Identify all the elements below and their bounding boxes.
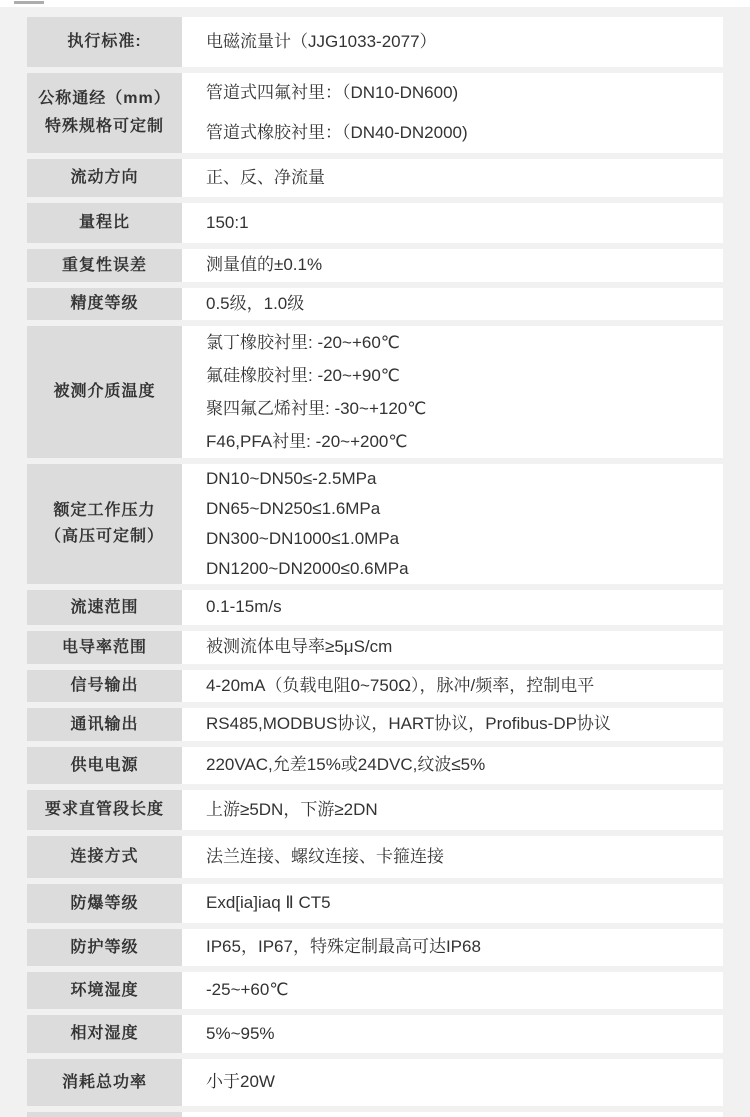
spec-row [27, 670, 723, 702]
next-row-cutoff [27, 1112, 723, 1117]
spec-row [27, 747, 723, 784]
spec-value-line: RS485,MODBUS协议，HART协议，Profibus-DP协议 [206, 714, 611, 734]
spec-value-line: F46,PFA衬里: -20~+200℃ [206, 432, 408, 451]
spec-row [27, 929, 723, 966]
spec-value-line: IP65，IP67，特殊定制最高可达IP68 [206, 937, 481, 957]
spec-row [27, 884, 723, 923]
spec-value-line: 5%~95% [206, 1023, 275, 1043]
spec-label-line: 量程比 [78, 214, 130, 232]
spec-row [27, 631, 723, 664]
next-row-value-sliver [182, 1112, 723, 1117]
spec-value-line: DN300~DN1000≤1.0MPa [206, 529, 400, 548]
spec-row [27, 73, 723, 153]
spec-value-line: DN1200~DN2000≤0.6MPa [206, 559, 409, 578]
spec-label-line: 防护等级 [70, 938, 139, 956]
spec-label-line: （高压可定制） [44, 528, 164, 545]
spec-label-line: 要求直管段长度 [44, 801, 164, 819]
spec-value-line: 上游≥5DN，下游≥2DN [206, 799, 378, 819]
spec-label [27, 590, 182, 625]
spec-label [27, 159, 182, 197]
spec-label-line: 通讯输出 [70, 715, 139, 733]
spec-label-line: 相对湿度 [70, 1025, 139, 1043]
spec-label-line: 被测介质温度 [53, 383, 156, 401]
spec-value [182, 73, 723, 153]
spec-value-line: 220VAC,允差15%或24DVC,纹波≤5% [206, 755, 486, 775]
spec-row [27, 326, 723, 458]
spec-value [182, 631, 723, 664]
spec-label [27, 747, 182, 784]
spec-value [182, 836, 723, 878]
spec-value-line: DN65~DN250≤1.6MPa [206, 499, 381, 518]
spec-row [27, 159, 723, 197]
spec-value [182, 670, 723, 702]
spec-value-line: 管道式四氟衬里：（DN10-DN600) [206, 83, 459, 102]
spec-label [27, 929, 182, 966]
spec-row [27, 972, 723, 1009]
spec-label [27, 884, 182, 923]
spec-label [27, 288, 182, 320]
spec-label-line: 信号输出 [70, 677, 139, 695]
spec-value-line: 0.5级，1.0级 [206, 293, 305, 313]
spec-label [27, 17, 182, 67]
spec-value-line: 电磁流量计（JJG1033-2077） [206, 31, 437, 51]
spec-row [27, 790, 723, 830]
spec-value [182, 747, 723, 784]
spec-value [182, 929, 723, 966]
spec-label-line: 流速范围 [70, 598, 139, 616]
spec-row [27, 1015, 723, 1053]
spec-label [27, 1015, 182, 1053]
spec-label-line: 连接方式 [70, 848, 139, 866]
spec-value-line: 150:1 [206, 212, 249, 232]
spec-row [27, 708, 723, 741]
spec-value-line: 被测流体电导率≥5μS/cm [206, 637, 393, 657]
spec-value [182, 17, 723, 67]
spec-value-line: 管道式橡胶衬里：（DN40-DN2000) [206, 123, 468, 142]
spec-label-line: 消耗总功率 [61, 1073, 147, 1091]
spec-label-line: 环境湿度 [70, 981, 139, 999]
spec-label-line: 特殊规格可定制 [44, 118, 164, 135]
spec-label [27, 670, 182, 702]
spec-row [27, 288, 723, 320]
spec-label [27, 73, 182, 153]
spec-value [182, 1015, 723, 1053]
spec-label-line: 防爆等级 [70, 894, 139, 912]
spec-value-line: 聚四氟乙烯衬里: -30~+120℃ [206, 399, 427, 418]
spec-value [182, 159, 723, 197]
spec-value [182, 203, 723, 243]
spec-value [182, 972, 723, 1009]
spec-row [27, 17, 723, 67]
spec-row [27, 836, 723, 878]
spec-value [182, 249, 723, 282]
spec-row [27, 203, 723, 243]
spec-value-line: 0.1-15m/s [206, 597, 282, 617]
spec-label-line: 精度等级 [70, 295, 139, 313]
spec-label [27, 326, 182, 458]
spec-label-line: 公称通经（mm） [38, 90, 171, 107]
spec-value-line: -25~+60℃ [206, 980, 289, 1000]
spec-label [27, 203, 182, 243]
spec-label [27, 972, 182, 1009]
spec-label-line: 供电电源 [70, 756, 139, 774]
spec-row [27, 590, 723, 625]
spec-label [27, 249, 182, 282]
spec-label-line: 流动方向 [70, 169, 139, 187]
spec-value-line: DN10~DN50≤-2.5MPa [206, 469, 377, 488]
spec-label-line: 电导率范围 [61, 638, 147, 656]
spec-value-line: 法兰连接、螺纹连接、卡箍连接 [206, 846, 444, 866]
spec-value [182, 464, 723, 584]
spec-row [27, 1059, 723, 1106]
spec-label [27, 836, 182, 878]
spec-value [182, 1059, 723, 1106]
spec-value [182, 884, 723, 923]
spec-label [27, 631, 182, 664]
spec-value-line: Exd[ia]iaq Ⅱ CT5 [206, 893, 331, 913]
spec-row [27, 249, 723, 282]
spec-label [27, 790, 182, 830]
spec-value [182, 288, 723, 320]
spec-value [182, 708, 723, 741]
spec-label-line: 执行标准: [67, 33, 142, 51]
spec-value-line: 4-20mA（负载电阻0~750Ω），脉冲/频率，控制电平 [206, 675, 595, 695]
spec-value-line: 测量值的±0.1% [206, 255, 323, 275]
spec-rows [27, 17, 723, 1106]
spec-value [182, 790, 723, 830]
spec-row [27, 464, 723, 584]
spec-label-line: 重复性误差 [61, 256, 147, 274]
next-row-label-sliver [27, 1112, 182, 1117]
spec-label [27, 1059, 182, 1106]
spec-label-line: 额定工作压力 [53, 502, 156, 519]
spec-value-line: 正、反、净流量 [206, 167, 325, 187]
spec-value [182, 590, 723, 625]
spec-label [27, 708, 182, 741]
spec-label [27, 464, 182, 584]
spec-value [182, 326, 723, 458]
spec-value-line: 氟硅橡胶衬里: -20~+90℃ [206, 366, 400, 385]
spec-value-line: 氯丁橡胶衬里: -20~+60℃ [206, 333, 400, 352]
spec-value-line: 小于20W [206, 1072, 275, 1092]
